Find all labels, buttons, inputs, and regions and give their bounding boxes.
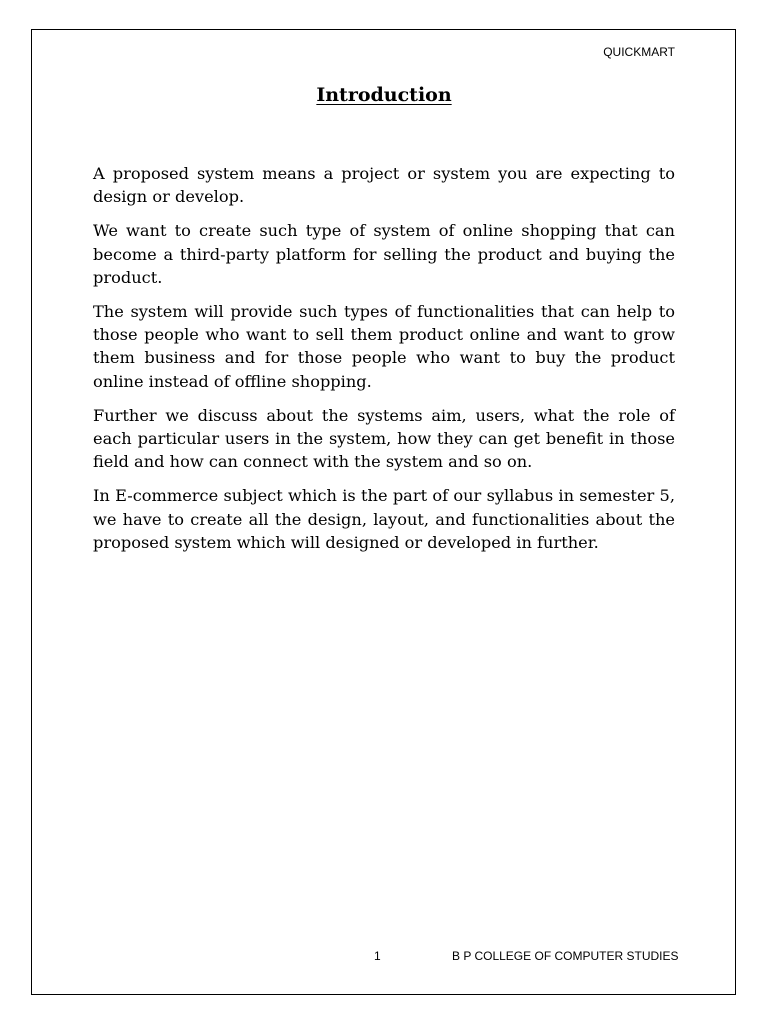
footer-page-number: 1	[374, 949, 381, 963]
header-brand: QUICKMART	[603, 45, 675, 59]
footer-college-name: B P COLLEGE OF COMPUTER STUDIES	[452, 949, 679, 963]
paragraph-1: A proposed system means a project or system you are expecting to design or develop.	[93, 164, 675, 207]
paragraph-5: In E-commerce subject which is the part of our syllabus in semester 5, we have to create all the design, layout, and functionalities about the proposed system which will designed or developed in further.	[93, 486, 675, 552]
page-title: Introduction	[316, 84, 452, 106]
paragraph-4: Further we discuss about the systems aim, users, what the role of each particular users in the system, how they can get benefit in those field and how can connect with the system and so on.	[93, 405, 675, 472]
document-body	[93, 162, 675, 565]
paragraph-2: We want to create such type of system of online shopping that can become a third-party platform for selling the product and buying the product.	[93, 221, 675, 287]
paragraph-3: The system will provide such types of functionalities that can help to those people who want to sell them product online and want to grow them business and for those people who want to buy the product online instead of offline shopping.	[93, 302, 675, 391]
